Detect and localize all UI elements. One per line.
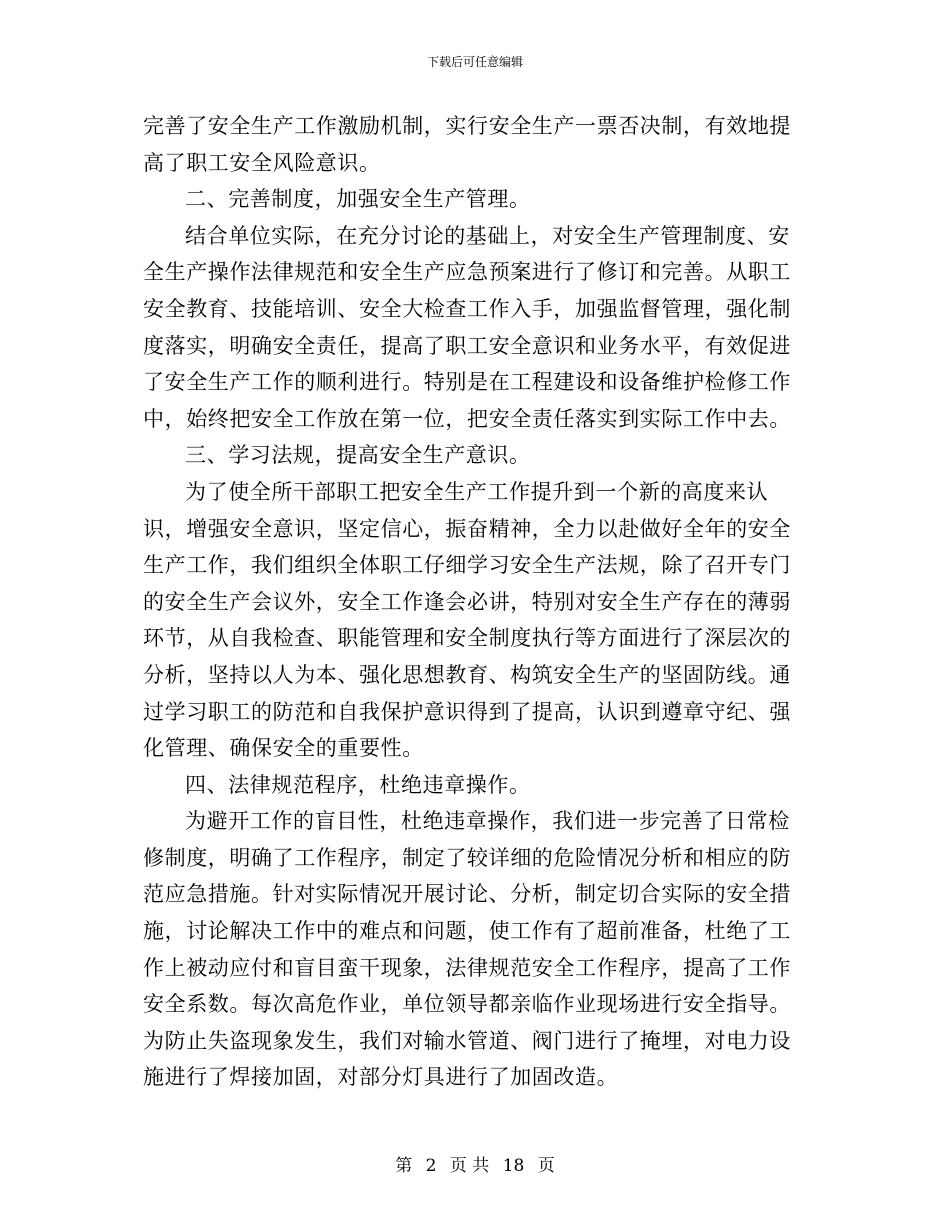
paragraph: 结合单位实际，在充分讨论的基础上，对安全生产管理制度、安全生产操作法律规范和安全生产应急预案进行了修订和完善。从职工安全教育、技能培训、安全大检查工作入手，加强监督管理，强化制度落实，明确安全责任，提高了职工安全意识和业务水平，有效促进了安全生产工作的顺利进行。特别是在工程建设和设备维护检修工作中，始终把安全工作放在第一位，把安全责任落实到实际工作中去。 xyxy=(143,223,791,431)
footer-middle: 页 共 xyxy=(449,1156,490,1176)
section-heading: 二、完善制度，加强安全生产管理。 xyxy=(185,187,531,212)
page-footer xyxy=(0,1156,950,1176)
footer-suffix: 页 xyxy=(537,1156,555,1176)
paragraph: 为避开工作的盲目性，杜绝违章操作，我们进一步完善了日常检修制度，明确了工作程序，制定了较详细的危险情况分析和相应的防范应急措施。针对实际情况开展讨论、分析，制定切合实际的安全措施，讨论解决工作中的难点和问题，使工作有了超前准备，杜绝了工作上被动应付和盲目蛮干现象，法律规范安全工作程序，提高了工作安全系数。每次高危作业，单位领导都亲临作业现场进行安全指导。为防止失盗现象发生，我们对输水管道、阀门进行了掩埋，对电力设施进行了焊接加固，对部分灯具进行了加固改造。 xyxy=(143,809,791,1090)
paragraph: 为了使全所干部职工把安全生产工作提升到一个新的高度来认识，增强安全意识，坚定信心，振奋精神，全力以赴做好全年的安全生产工作，我们组织全体职工仔细学习安全生产法规，除了召开专门的安全生产会议外，安全工作逢会必讲，特别对安全生产存在的薄弱环节，从自我检查、职能管理和安全制度执行等方面进行了深层次的分析，坚持以人为本、强化思想教育、构筑安全生产的坚固防线。通过学习职工的防范和自我保护意识得到了提高，认识到遵章守纪、强化管理、确保安全的重要性。 xyxy=(143,479,791,761)
document-body xyxy=(143,108,808,1096)
footer-page-number: 2 xyxy=(425,1156,437,1176)
section-heading: 三、学习法规，提高安全生产意识。 xyxy=(185,443,531,468)
paragraph: 完善了安全生产工作激励机制，实行安全生产一票否决制，有效地提高了职工安全风险意识。 xyxy=(143,114,791,175)
footer-total-pages: 18 xyxy=(502,1156,525,1176)
page-header xyxy=(0,55,950,69)
footer-prefix: 第 xyxy=(395,1156,413,1176)
section-heading: 四、法律规范程序，杜绝违章操作。 xyxy=(185,772,531,797)
header-text: 下载后可任意编辑 xyxy=(426,55,523,69)
